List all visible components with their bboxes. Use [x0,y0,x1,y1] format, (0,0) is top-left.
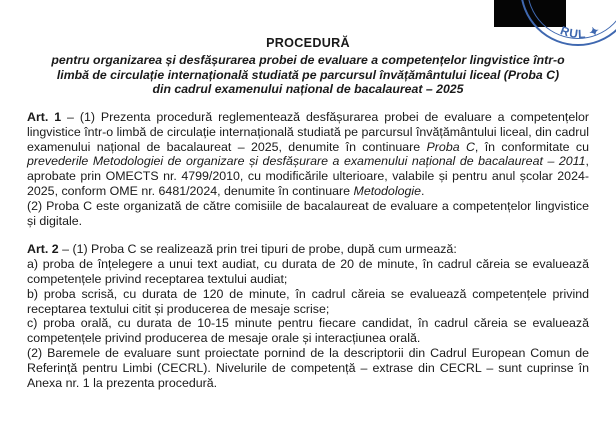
article-1-paragraph-1 [27,110,589,199]
article-2-item-a: a) proba de înțelegere a unui text audiat, cu durata de 20 de minute, în cadrul căreia se evaluează competențele privind receptarea textului audiat; [27,256,589,286]
document-body [27,36,589,391]
subtitle-line-3: din cadrul examenului național de bacalaureat – 2025 [152,82,464,97]
article-2-intro: – (1) Proba C se realizează prin trei tipuri de probe, după cum urmează: [58,241,457,256]
article-1-text-a: – (1) Prezenta procedură reglementează desfășurarea probei de evaluare a competențelor lingvistice într-o limbă de circulație internațională studiată pe parcursul învățământului liceal, din cadrul examenului național de bacalaureat – 2025, denumite în continuare [27,109,589,154]
article-2-item-b: b) proba scrisă, cu durata de 120 de minute, în cadrul căreia se evaluează competențele privind receptarea textului citit și producerea de mesaje scrise; [27,286,589,316]
subtitle-line-2: limbă de circulație internațională studiată pe parcursul învățământului liceal (Proba C) [56,67,560,82]
article-2-paragraph-1 [27,242,589,257]
article-1-text-b: , în conformitate cu [474,139,589,154]
article-1-emphasis-proba: Proba C [426,139,475,154]
article-2 [27,242,589,391]
article-2-item-c: c) proba orală, cu durata de 10-15 minute pentru fiecare candidat, în cadrul căreia se evaluează competențele privind producerea de mesaje orale și interacțiunea orală. [27,316,589,346]
article-2-label: Art. 2 [27,241,59,256]
article-1-emphasis-metodologie-ref: prevederile Metodologiei de organizare și desfășurare a examenului național de bacalaureat – 2011 [27,154,586,169]
article-1 [27,110,589,229]
article-1-text-c: , aprobate prin OMECTS nr. 4799/2010, cu modificările ulterioare, valabile și pentru anul școlar 2024-2025, conform OME nr. 6481/2024, denumite în continuare [27,154,589,199]
page-title: PROCEDURĂ [266,36,350,50]
subtitle-line-1: pentru organizarea și desfășurarea probei de evaluare a competențelor lingvistice într-o [51,52,565,67]
article-2-paragraph-2: (2) Baremele de evaluare sunt proiectate pornind de la descriptorii din Cadrul European Comun de Referință pentru Limbi (CECRL). Nivelurile de competență – extrase din CECRL – sunt cuprinse în Anexa nr. 1 la prezenta procedură. [27,346,589,391]
page-subtitle [27,53,589,97]
article-1-text-d: . [421,184,425,199]
article-1-paragraph-2: (2) Proba C este organizată de către comisiile de bacalaureat de evaluare a competențelor lingvistice și digitale. [27,199,589,229]
stamp-text: RUL ✦ [558,23,603,42]
article-1-emphasis-metodologie: Metodologie [353,184,422,199]
article-1-label: Art. 1 [27,109,62,124]
